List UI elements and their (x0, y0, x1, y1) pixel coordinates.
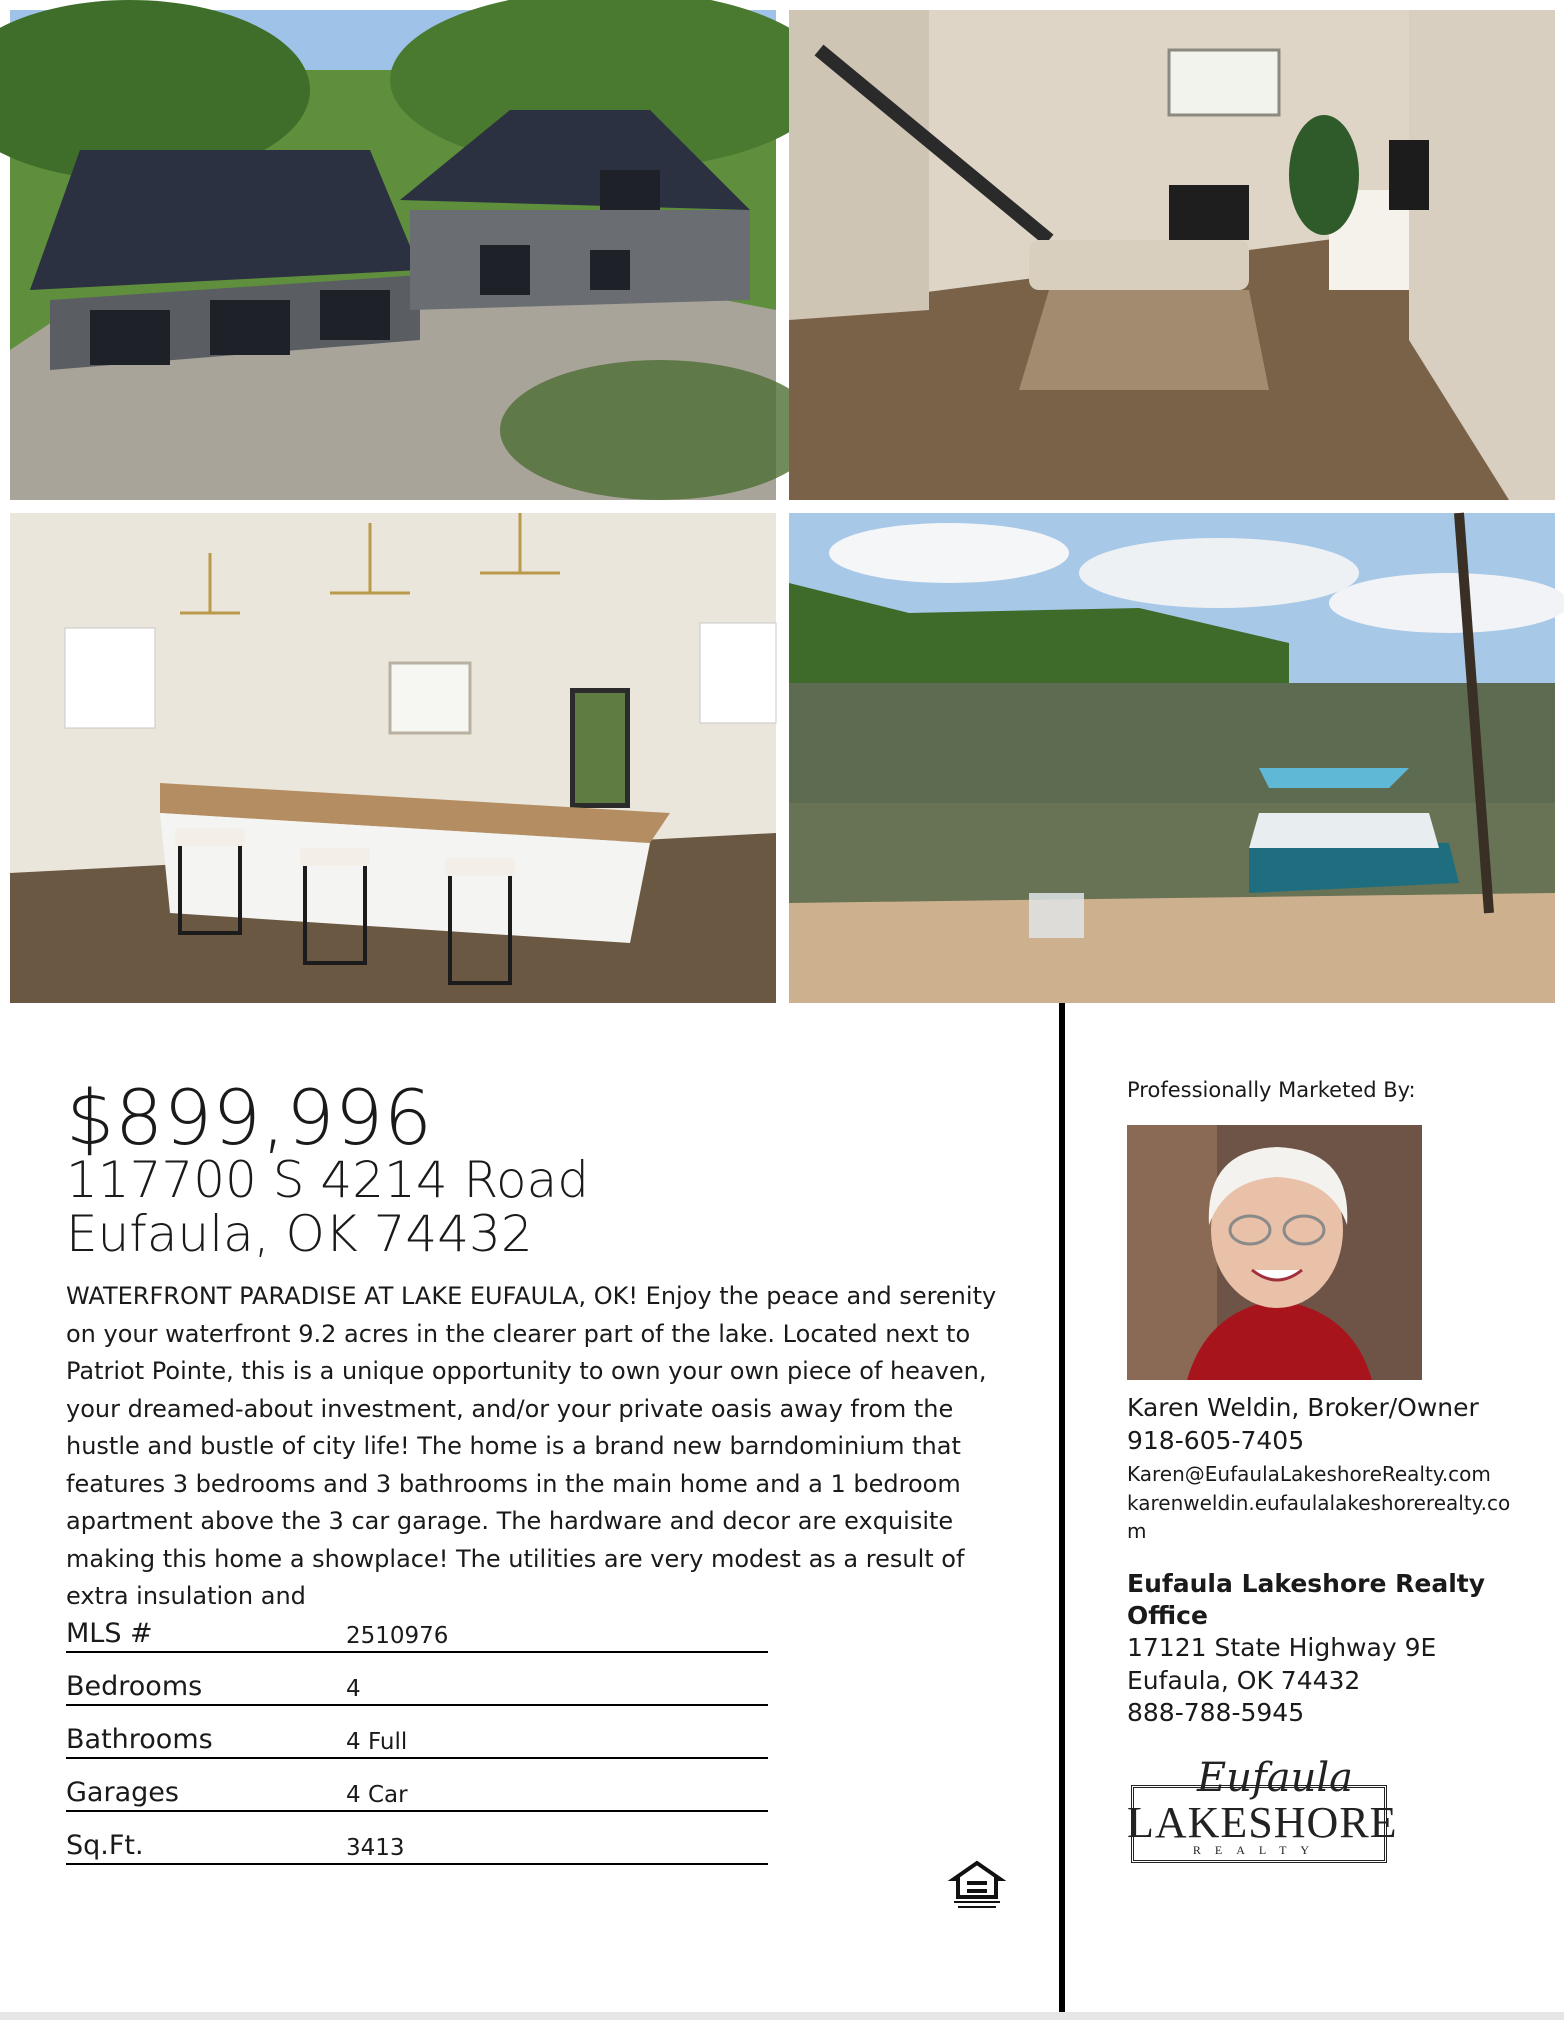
fact-row-mls (66, 1600, 768, 1653)
office-street: 17121 State Highway 9E (1127, 1633, 1437, 1662)
agent-photo (1127, 1125, 1422, 1380)
logo-sub-text: REALTY (1192, 1843, 1324, 1857)
exterior-photo (10, 10, 776, 500)
fact-value: 2510976 (346, 1623, 449, 1649)
marketed-by-label: Professionally Marketed By: (1127, 1078, 1416, 1102)
fact-row-bedrooms (66, 1653, 768, 1706)
fact-value: 4 Full (346, 1729, 408, 1755)
address-line-1: 117700 S 4214 Road (66, 1151, 589, 1209)
fact-row-bathrooms (66, 1706, 768, 1759)
equal-housing-opportunity-icon (952, 1861, 1002, 1911)
office-city: Eufaula, OK 74432 (1127, 1666, 1361, 1695)
listing-description: WATERFRONT PARADISE AT LAKE EUFAULA, OK! Enjoy the peace and serenity on your waterfront 9.2 acres in the clearer part of the lake. Located next to Patriot Pointe, this is a unique opportunity to own your own piece of heaven, your dreamed-about investment, and/or your private oasis away from the hustle and bustle of city life! The home is a brand new barndominium that features 3 bedrooms and 3 bathrooms in the main home and a 1 bedroom apartment above the 3 car garage. The hardware and decor are exquisite making this home a showplace! The utilities are very modest as a result of extra insulation and (66, 1282, 997, 1610)
bottom-strip (0, 2012, 1564, 2020)
fact-value: 3413 (346, 1835, 405, 1861)
fact-value: 4 (346, 1676, 361, 1702)
agent-name: Karen Weldin, Broker/Owner (1127, 1393, 1479, 1422)
fact-label: Garages (66, 1777, 179, 1808)
fact-label: Bathrooms (66, 1724, 213, 1755)
agent-website-link[interactable]: karenweldin.eufaulalakeshorerealty.com (1127, 1491, 1511, 1543)
living-room-photo (789, 10, 1555, 500)
lake-photo (789, 513, 1555, 1003)
kitchen-photo (10, 513, 776, 1003)
fact-row-garages (66, 1759, 768, 1812)
fact-label: MLS # (66, 1618, 153, 1649)
agent-email-link[interactable]: Karen@EufaulaLakeshoreRealty.com (1127, 1462, 1491, 1486)
vertical-divider (1059, 1003, 1065, 2013)
agent-phone[interactable]: 918-605-7405 (1127, 1426, 1305, 1455)
logo-script-text: Eufaula (1197, 1755, 1354, 1801)
fact-label: Bedrooms (66, 1671, 203, 1702)
fact-row-sqft (66, 1812, 768, 1865)
logo-main-text: LAKESHORE (1127, 1798, 1398, 1847)
fact-value: 4 Car (346, 1782, 408, 1808)
office-name: Eufaula Lakeshore Realty Office (1127, 1569, 1486, 1630)
company-logo (1127, 1755, 1398, 1867)
listing-price: $899,996 (66, 1073, 433, 1162)
address-line-2: Eufaula, OK 74432 (66, 1205, 533, 1263)
facts-table (66, 1600, 768, 1865)
office-phone[interactable]: 888-788-5945 (1127, 1698, 1305, 1727)
fact-label: Sq.Ft. (66, 1830, 144, 1861)
